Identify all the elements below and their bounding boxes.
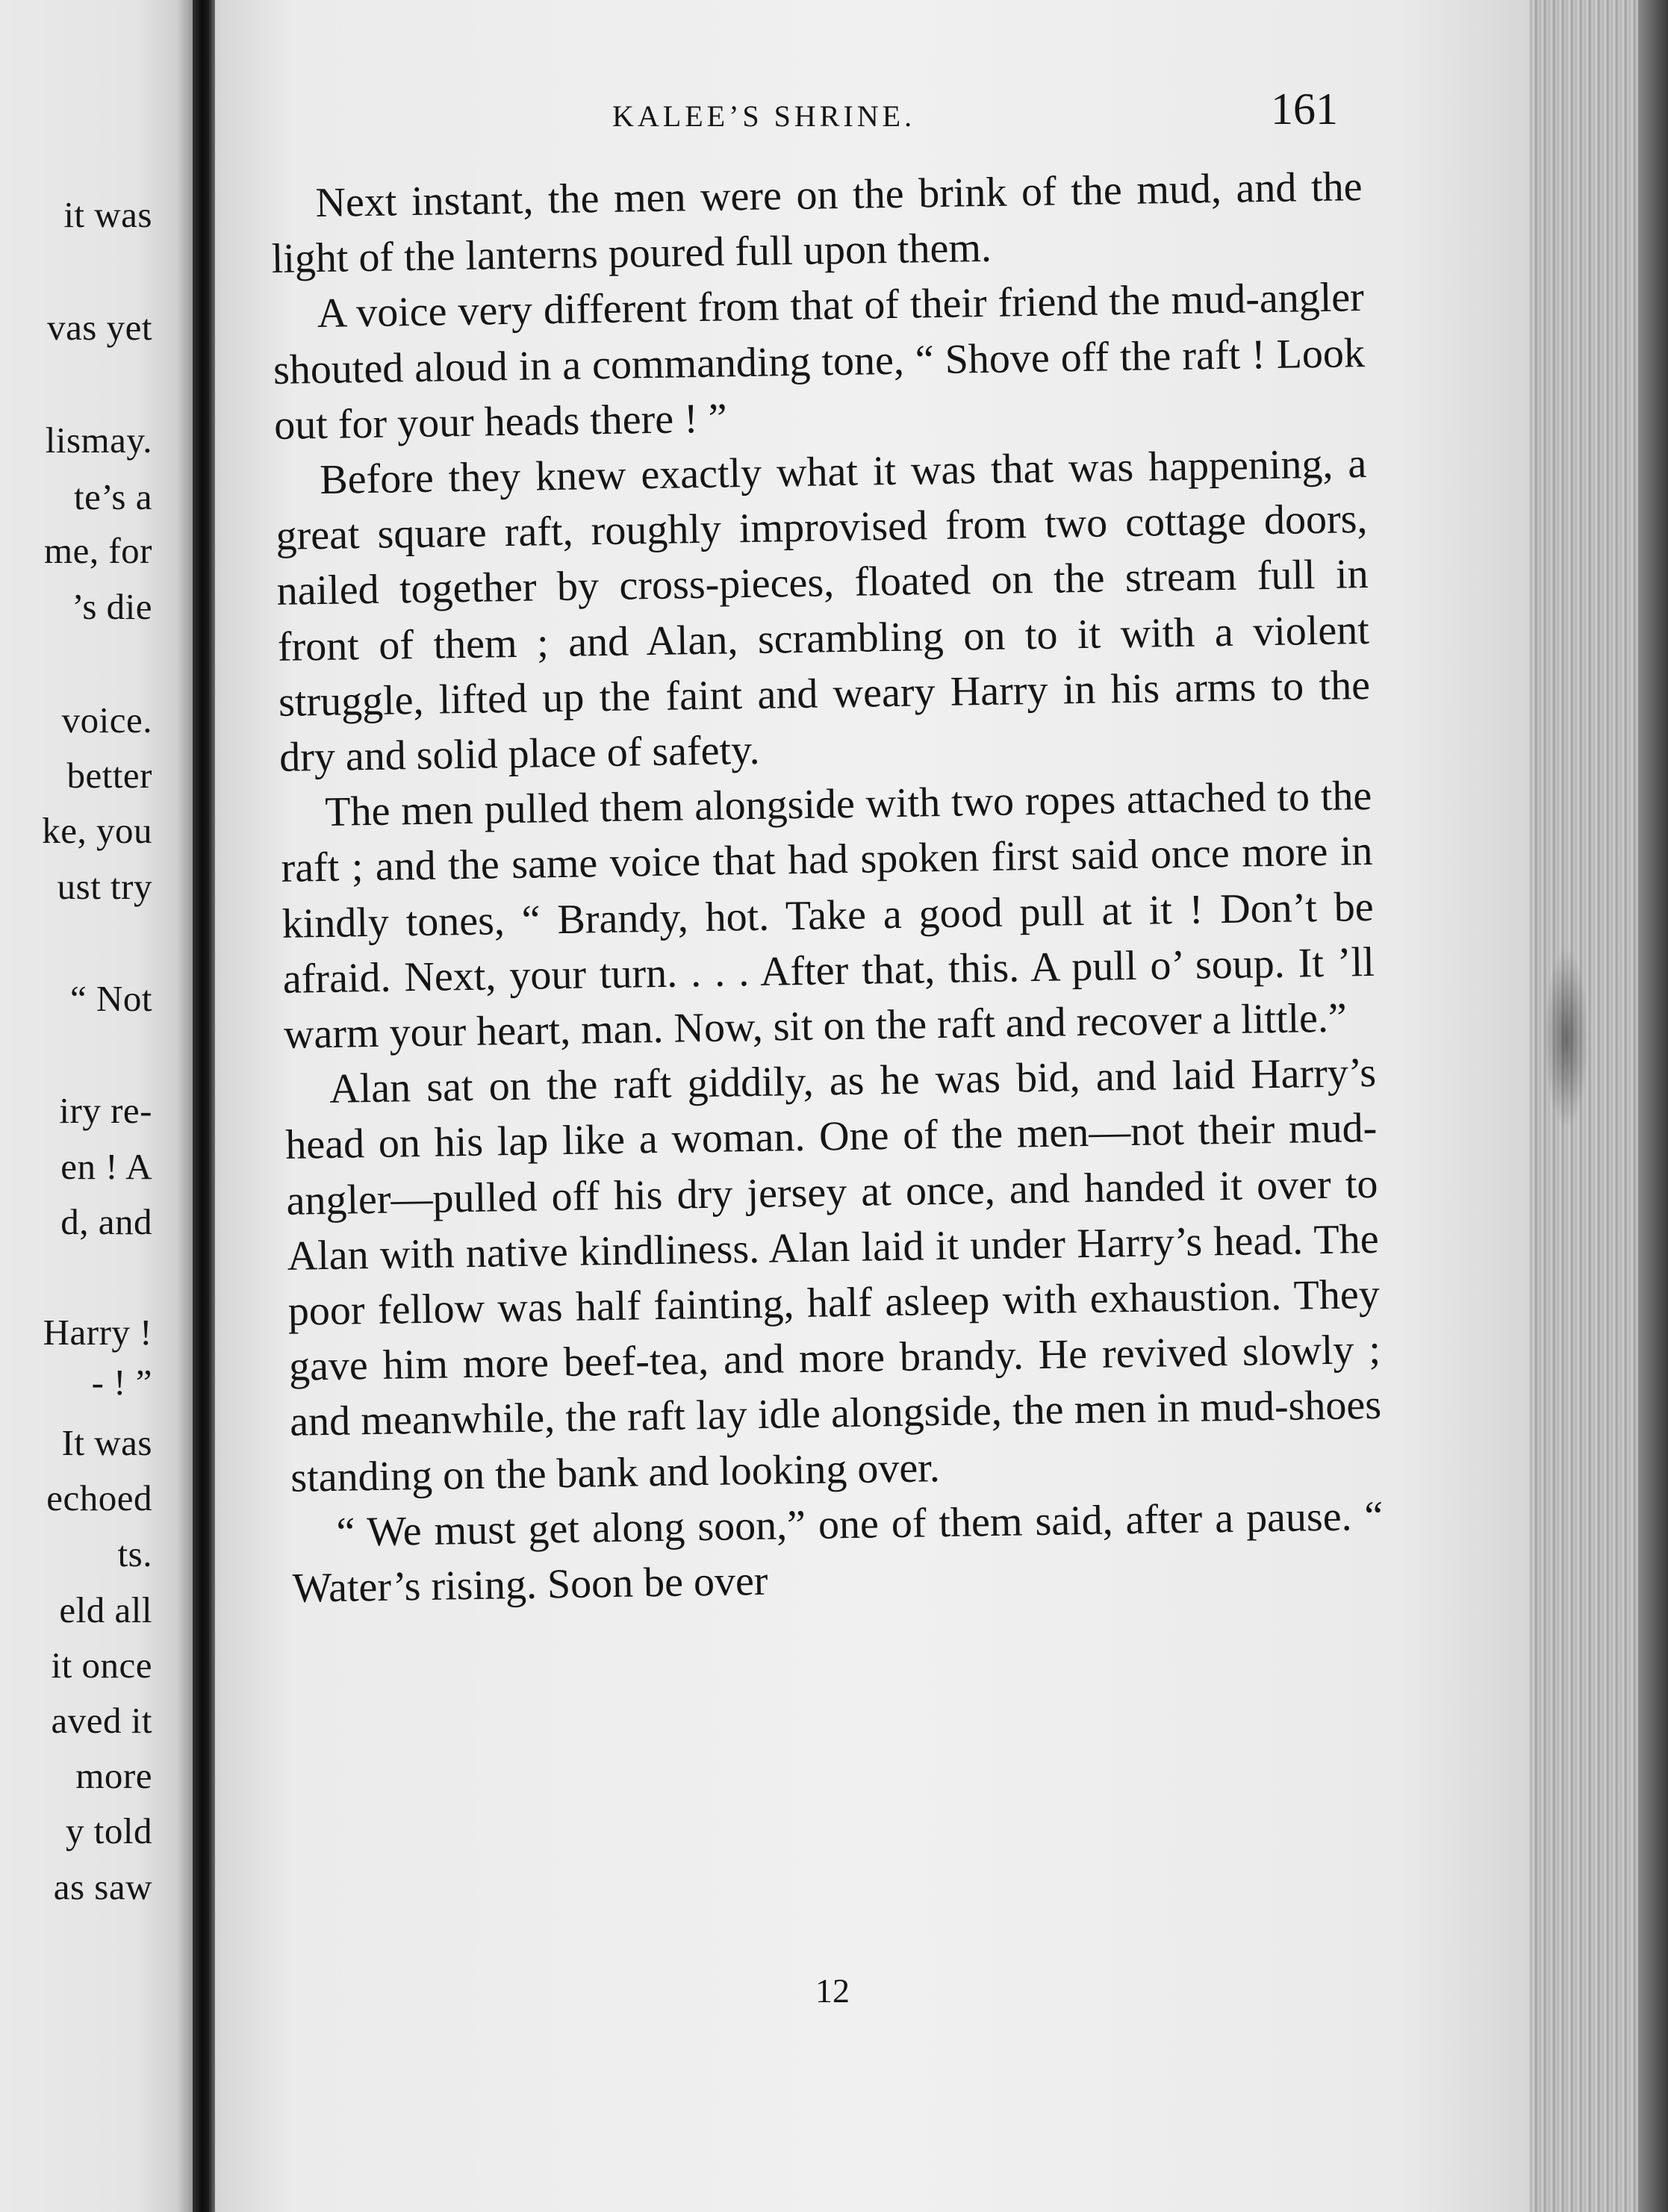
page-edges <box>1529 0 1668 2212</box>
left-page-line: iry re- <box>59 1090 152 1131</box>
left-page-line: echoed <box>46 1477 152 1518</box>
left-page-line: ’s die <box>72 586 152 627</box>
left-page-line: ts. <box>117 1533 152 1574</box>
left-page-fragment <box>0 0 193 2212</box>
left-page-line: en ! A <box>60 1146 152 1187</box>
left-page-line: - ! ” <box>91 1362 152 1403</box>
stain <box>1544 948 1589 1127</box>
left-page-line: ke, you <box>42 810 152 851</box>
left-page-line: it was <box>63 194 152 235</box>
cover-edge <box>1638 0 1668 2212</box>
paragraph: Before they knew exactly what it was that was happening, a great square raft, roughly improvised from two cottage doors, nailed together by cross-pieces, floated on the stream full in front of them ; and Alan, scrambling on to it with a violent struggle, lifted up the faint and weary Harry in his arms to the dry and solid place of safety. <box>276 440 1371 781</box>
paragraph: “ We must get along soon,” one of them said, after a pause. “ Water’s rising. Soon be over <box>292 1492 1384 1612</box>
left-page-line: y told <box>66 1810 152 1851</box>
left-page-line: eld all <box>59 1589 152 1630</box>
left-page-line: te’s a <box>73 476 152 517</box>
left-page-line: it once <box>51 1645 152 1686</box>
left-page-line: d, and <box>60 1201 152 1242</box>
page-number: 161 <box>1271 84 1338 134</box>
left-page-line: me, for <box>44 530 152 571</box>
left-page-line: better <box>66 755 152 796</box>
left-page-line: vas yet <box>47 307 152 348</box>
body-text <box>270 159 1384 1616</box>
paragraph: Alan sat on the raft giddily, as he was bid, and laid Harry’s head on his lap like a woman. One of the men—not their mud-angler—pulled off his dry jersey at once, and handed it over to Alan with native kindliness. Alan laid it under Harry’s head. The poor fellow was half fainting, half asleep with exhaustion. They gave him more beef-tea, and more brandy. He revived slowly ; and meanwhile, the raft lay idle alongside, the men in mud-shoes standing on the bank and looking over. <box>284 1050 1382 1501</box>
paragraph: Next instant, the men were on the brink of the mud, and the light of the lanterns poured full upon them. <box>271 163 1363 283</box>
left-page-line: voice. <box>61 700 152 741</box>
left-page-line: Harry ! <box>43 1312 152 1353</box>
left-page-line: more <box>75 1755 152 1796</box>
left-page-line: It was <box>61 1422 152 1463</box>
paragraph: A voice very different from that of their friend the mud-angler shouted aloud in a commanding tone, “ Shove off the raft ! Look out for your heads there ! ” <box>273 274 1366 449</box>
left-page-line: aved it <box>51 1700 152 1741</box>
left-page-line: “ Not <box>70 978 152 1019</box>
book-gutter <box>193 0 215 2212</box>
running-head: KALEE’S SHRINE. <box>612 99 916 133</box>
left-page-line: ust try <box>57 866 152 907</box>
paragraph: The men pulled them alongside with two ropes attached to the raft ; and the same voice that had spoken first said once more in kindly tones, “ Brandy, hot. Take a good pull at it ! Don’t be afraid. Next, your turn. . . . After that, this. A pull o’ soup. It ’ll warm your heart, man. Now, sit on the raft and recover a little.” <box>281 773 1375 1058</box>
signature-mark: 12 <box>815 1972 850 2010</box>
left-page-line: lismay. <box>45 420 152 461</box>
left-page-line: as saw <box>53 1866 152 1907</box>
